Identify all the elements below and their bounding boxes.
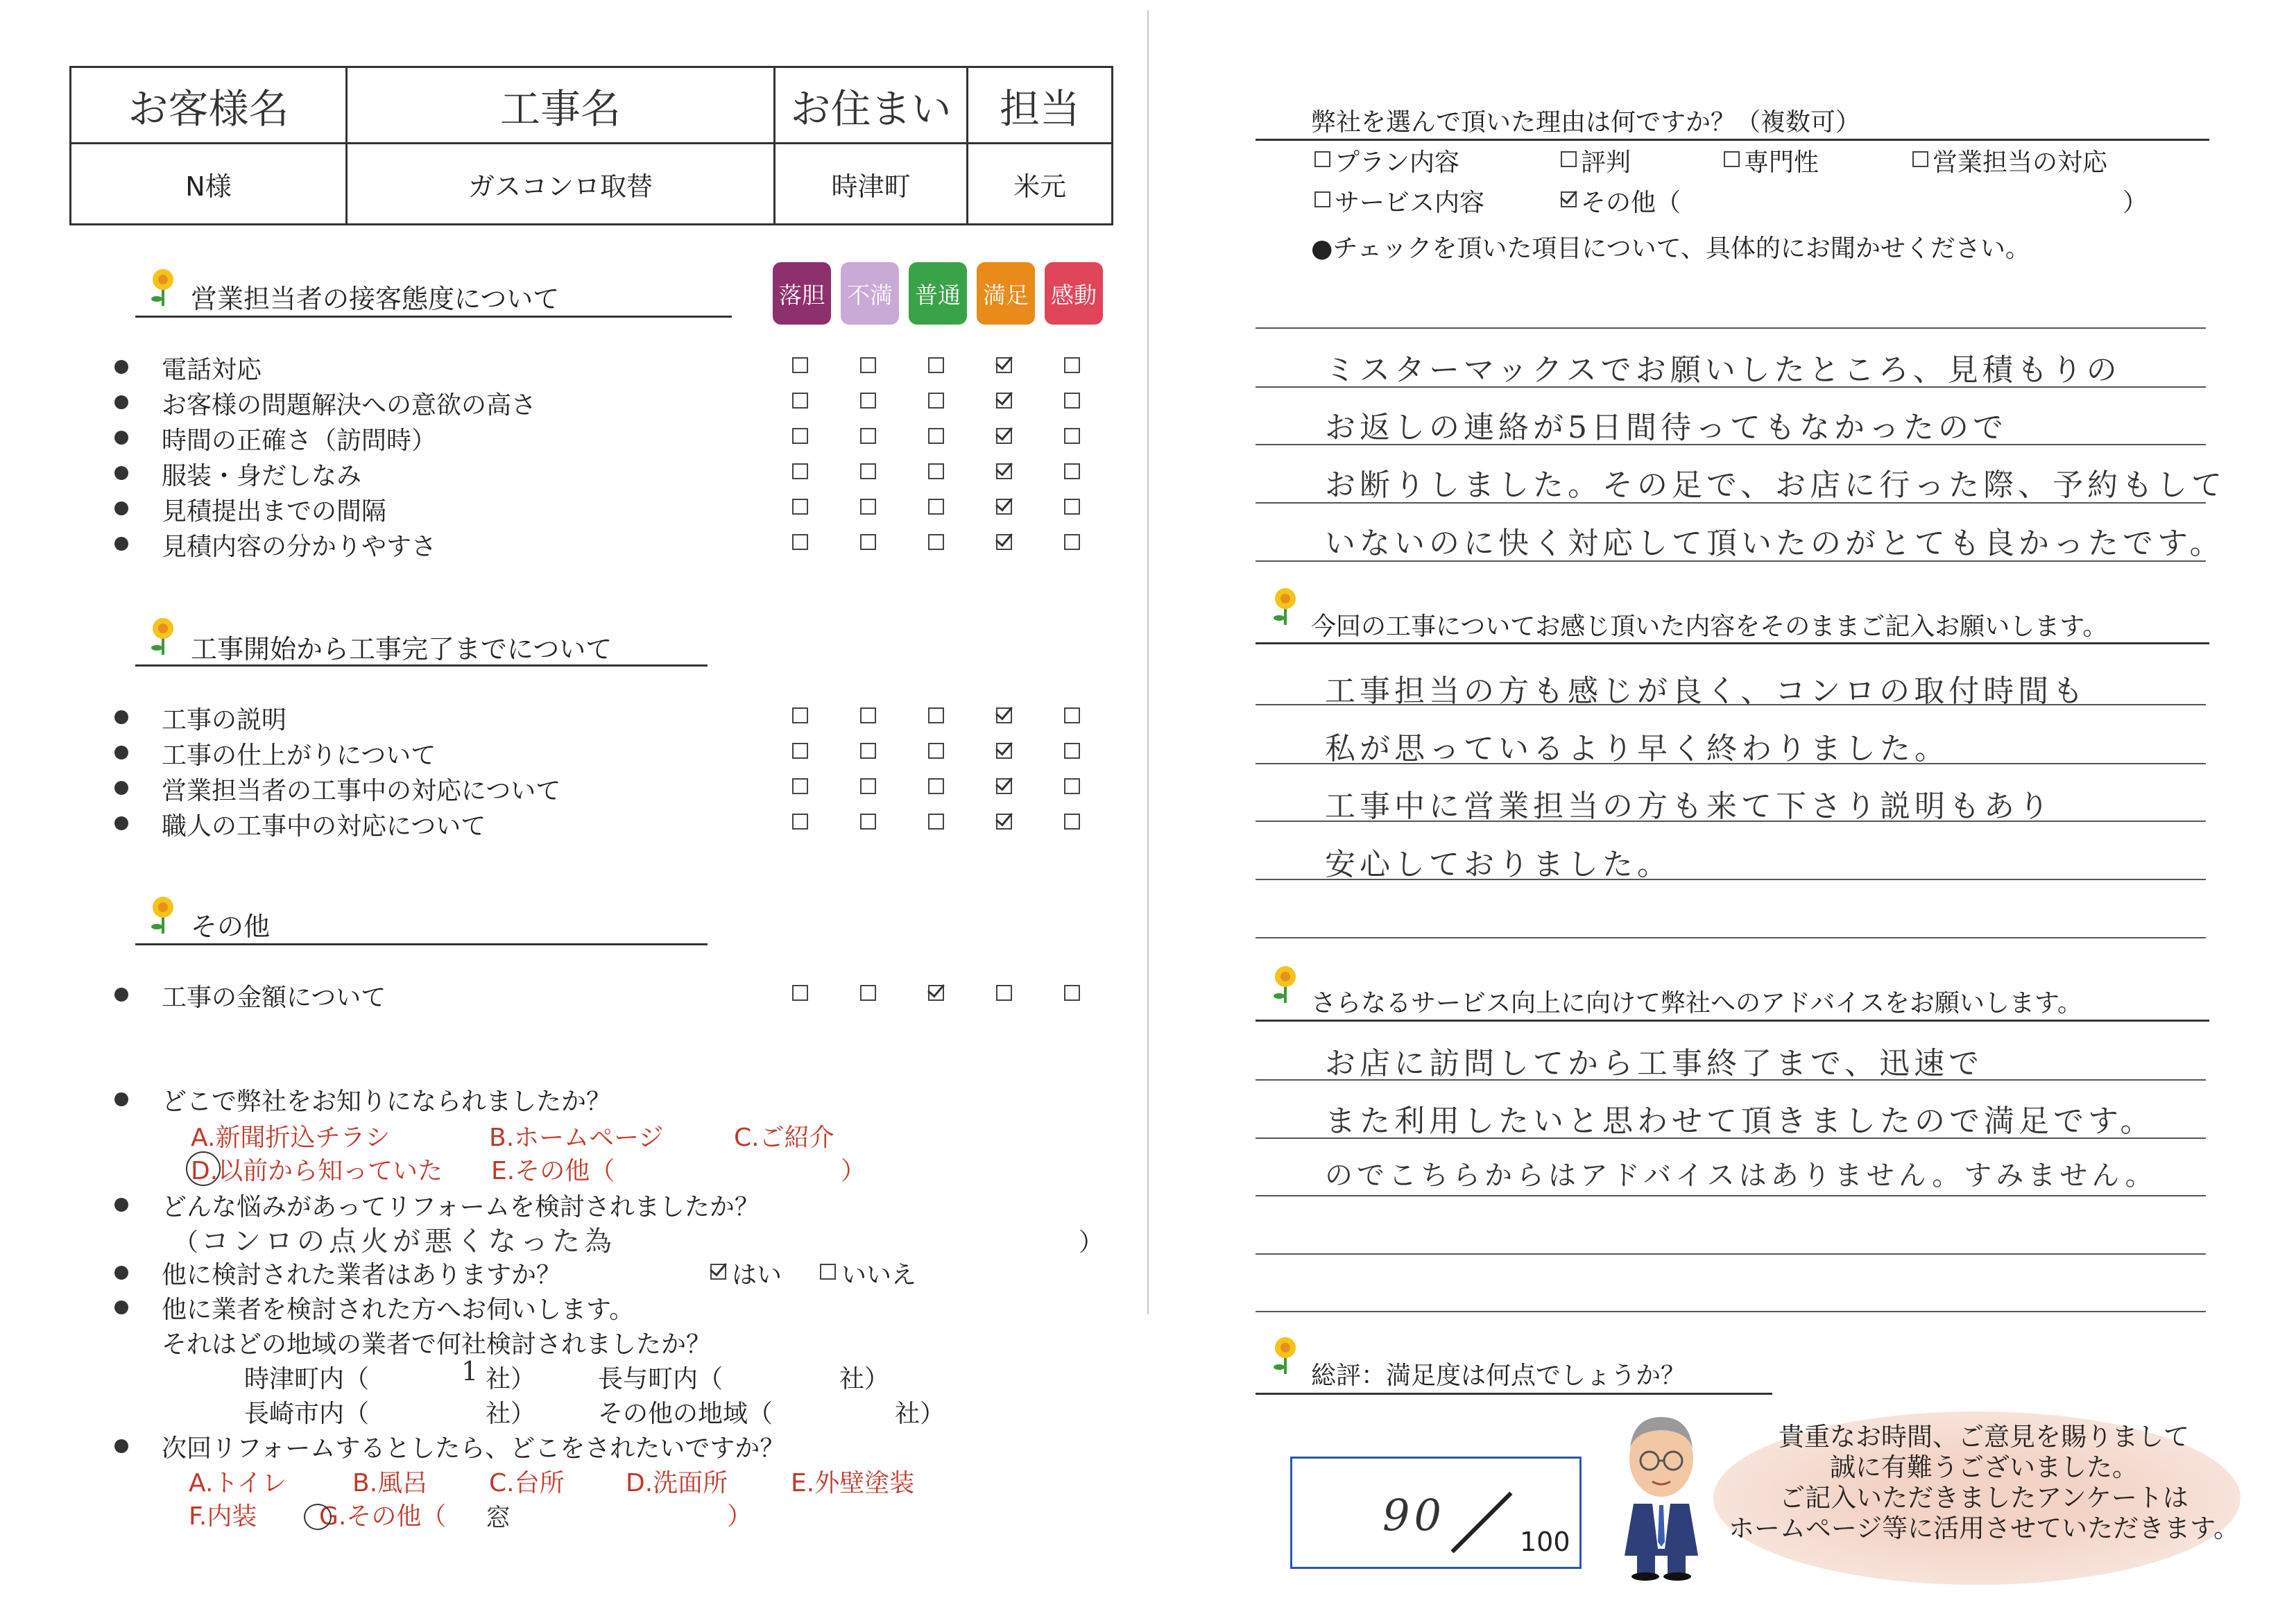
region-other: その他の地域（ [598,1400,773,1428]
region-tokitsu: 時津町内（ [244,1365,370,1393]
section1-rating-checkbox[interactable] [792,534,808,550]
flower-icon [1269,1335,1301,1377]
know-opt-d[interactable]: D.以前から知っていた [191,1157,443,1185]
rating-header-4: 満足 [977,262,1035,325]
flower-icon [147,267,179,309]
vendors-no-label: いいえ [841,1261,917,1289]
q-region-1: 他に業者を検討された方へお伺いします。 [162,1296,635,1324]
section2-rating-checkbox[interactable] [1064,814,1080,830]
section2-rating-checkbox[interactable] [792,778,808,794]
bullet [114,781,128,795]
flower-icon [1269,964,1301,1006]
section3-rating-checkbox[interactable] [996,985,1012,1001]
rule [1256,327,2206,329]
reason-answer-3: お断りしました。その足で、お店に行った際、予約もして [1325,467,2227,503]
reason-other-close: ） [2123,189,2148,217]
header-address-label: お住まい [790,85,952,132]
score-box [1290,1457,1582,1569]
region-tokitsu-count: 1 [461,1356,483,1386]
section1-rating-checkbox[interactable] [1064,357,1080,373]
reason-reputation-checkbox[interactable] [1561,151,1577,167]
reason-expertise: 専門性 [1744,148,1819,177]
section1-rating-checkbox[interactable] [860,357,876,373]
customer-name: N様 [185,171,232,202]
section2-rating-checkbox[interactable] [792,814,808,830]
reason-other: その他（ [1581,189,1681,217]
reason-sales-checkbox[interactable] [1912,151,1928,167]
section1-rating-checkbox[interactable] [792,393,808,409]
reason-answer-4: いないのに快く対応して頂いたのがとても良かったです。 [1325,526,2225,561]
know-opt-e-close: ） [841,1157,866,1185]
bullet [114,1439,128,1453]
next-opt-b[interactable]: B.風呂 [352,1469,428,1497]
circle-mark [186,1151,221,1186]
section1-item-label: お客様の問題解決への意欲の高さ [162,391,537,420]
section1-rating-checkbox[interactable] [928,357,944,373]
next-opt-g-answer: 窓 [486,1504,515,1532]
header-table [69,66,1113,225]
section2-rating-checkbox[interactable] [996,707,1012,723]
section2-item-label: 営業担当者の工事中の対応について [162,777,561,805]
know-opt-e[interactable]: E.その他（ [491,1157,615,1185]
section1-rating-checkbox[interactable] [1064,499,1080,515]
next-opt-f[interactable]: F.内装 [189,1502,257,1531]
section2-rating-checkbox[interactable] [792,707,808,723]
score-max: 100 [1520,1527,1570,1557]
next-opt-g-close: ） [727,1502,753,1531]
reason-answer-1: ミスターマックスでお願いしたところ、見積もりの [1325,352,2121,388]
rule [1256,1311,2206,1312]
section1-rating-checkbox[interactable] [996,534,1012,550]
next-opt-e[interactable]: E.外壁塗装 [791,1469,915,1497]
region-nagayo: 長与町内（ [598,1365,723,1393]
bullet [114,466,128,480]
bullet [114,746,128,759]
staff-illustration [1609,1400,1713,1581]
bullet [114,395,128,409]
section1-rating-checkbox[interactable] [1064,534,1080,550]
section1-rating-checkbox[interactable] [996,463,1012,479]
impression-title: 今回の工事についてお感じ頂いた内容をそのままご記入お願いします。 [1311,612,2108,641]
section1-rating-checkbox[interactable] [996,393,1012,409]
page-divider [1147,10,1149,1314]
next-opt-g[interactable]: G.その他（ [319,1502,447,1531]
bullet [114,360,128,374]
flower-icon [147,895,179,936]
section1-rating-checkbox[interactable] [860,428,876,444]
header-job-label: 工事名 [499,85,621,132]
thanks-line-4: ホームページ等に活用させていただきます。 [1728,1513,2240,1543]
reason-plan: プラン内容 [1335,148,1460,177]
section2-rating-checkbox[interactable] [928,707,944,723]
rating-header-2: 不満 [841,262,899,325]
total-title: 総評：満足度は何点でしょうか？ [1311,1362,1686,1390]
section3-rating-checkbox[interactable] [1064,985,1080,1001]
thanks-line-3: ご記入いただきましたアンケートは [1779,1483,2188,1513]
reason-underline [1256,139,2209,141]
next-opt-a[interactable]: A.トイレ [189,1469,287,1497]
section2-rating-checkbox[interactable] [860,743,876,759]
section2-rating-checkbox[interactable] [928,743,944,759]
section1-rating-checkbox[interactable] [996,357,1012,373]
section1-rating-checkbox[interactable] [792,428,808,444]
reason-answer-2: お返しの連絡が5日間待ってもなかったので [1325,410,2007,445]
section2-rating-checkbox[interactable] [928,814,944,830]
bullet [114,988,128,1002]
total-underline [1256,1393,1772,1395]
section2-rating-checkbox[interactable] [996,778,1012,794]
section2-rating-checkbox[interactable] [996,743,1012,759]
section3-rating-checkbox[interactable] [928,985,944,1001]
section1-rating-checkbox[interactable] [860,534,876,550]
reason-reputation: 評判 [1581,148,1631,177]
section2-rating-checkbox[interactable] [860,707,876,723]
worry-close: ） [1079,1228,1104,1257]
advice-title: さらなるサービス向上に向けて弊社へのアドバイスをお願いします。 [1311,989,2083,1017]
section1-rating-checkbox[interactable] [928,393,944,409]
bullet [114,710,128,724]
header-staff-label: 担当 [999,85,1080,132]
q-region-2: それはどの地域の業者で何社検討されましたか？ [162,1330,712,1359]
section1-title: 営業担当者の接客態度について [191,284,560,314]
advice-answer-3: のでこちらからはアドバイスはありません。すみません。 [1325,1160,2157,1192]
bullet [114,1300,128,1314]
bullet [114,1092,128,1106]
section3-item-label: 工事の金額について [162,984,386,1012]
advice-answer-1: お店に訪問してから工事終了まで、迅速で [1325,1046,1984,1081]
rule [1256,937,2206,938]
section1-rating-checkbox[interactable] [792,357,808,373]
impression-underline [1256,642,2209,644]
score-value: 90 [1382,1490,1446,1540]
section1-rating-checkbox[interactable] [1064,463,1080,479]
impression-answer-2: 私が思っているより早く終わりました。 [1325,731,1949,766]
address: 時津町 [831,171,911,202]
next-opt-d[interactable]: D.洗面所 [626,1469,728,1497]
know-opt-a[interactable]: A.新聞折込チラシ [191,1124,391,1152]
section1-rating-checkbox[interactable] [996,499,1012,515]
reason-plan-checkbox[interactable] [1314,151,1330,167]
region-nagasaki: 長崎市内（ [244,1400,370,1428]
bullet [114,1266,128,1280]
section1-rating-checkbox[interactable] [928,463,944,479]
section2-item-label: 職人の工事中の対応について [162,812,486,841]
section1-rating-checkbox[interactable] [860,499,876,515]
q-next: 次回リフォームするとしたら、どこをされたいですか？ [162,1434,785,1463]
section1-item-label: 服装・身だしなみ [162,462,362,490]
rule [1256,1253,2206,1255]
q-know: どこで弊社をお知りになられましたか？ [162,1088,612,1116]
advice-underline [1256,1020,2209,1022]
circle-mark [304,1504,332,1530]
reason-expertise-checkbox[interactable] [1724,151,1740,167]
bullet [114,1198,128,1212]
section1-item-label: 見積提出までの間隔 [162,497,387,526]
section3-underline [135,943,708,945]
q-other-vendors: 他に検討された業者はありますか？ [162,1261,562,1289]
section1-rating-checkbox[interactable] [928,428,944,444]
know-opt-b[interactable]: B.ホームページ [489,1124,664,1152]
region-tokitsu-unit: 社） [486,1365,536,1393]
region-nagayo-unit: 社） [839,1365,890,1393]
section2-item-label: 工事の仕上がりについて [162,741,436,770]
section2-rating-checkbox[interactable] [792,743,808,759]
section1-rating-checkbox[interactable] [928,534,944,550]
section2-title: 工事開始から工事完了までについて [191,634,612,664]
rule [1256,1195,2206,1196]
rating-header-5: 感動 [1045,262,1103,325]
section1-rating-checkbox[interactable] [996,428,1012,444]
section1-rating-checkbox[interactable] [1064,428,1080,444]
bullet [114,501,128,515]
header-customer-label: お客様名 [128,85,289,132]
reason-detail: ●チェックを頂いた項目について、具体的にお聞かせください。 [1311,234,2030,263]
section1-rating-checkbox[interactable] [860,393,876,409]
vendors-yes-label: はい [732,1261,782,1289]
rating-header-1: 落胆 [773,262,831,325]
bullet [114,537,128,551]
reason-title: 弊社を選んで頂いた理由は何ですか？（複数可） [1311,108,1861,137]
section3-rating-checkbox[interactable] [792,985,808,1001]
section1-item-label: 時間の正確さ（訪問時） [162,427,437,455]
reason-sales: 営業担当の対応 [1933,148,2108,177]
section2-underline [135,664,708,667]
job-name: ガスコンロ取替 [468,171,653,202]
section1-rating-checkbox[interactable] [792,463,808,479]
reason-other-checkbox[interactable] [1561,191,1577,207]
section3-rating-checkbox[interactable] [860,985,876,1001]
section2-item-label: 工事の説明 [162,706,287,735]
rating-header-3: 普通 [909,262,967,325]
section2-rating-checkbox[interactable] [928,778,944,794]
region-other-unit: 社） [895,1400,945,1428]
region-nagasaki-unit: 社） [486,1400,536,1428]
reason-service: サービス内容 [1335,189,1485,217]
thanks-line-2: 誠に有難うございました。 [1830,1452,2138,1482]
section1-underline [135,316,732,318]
section2-rating-checkbox[interactable] [996,814,1012,830]
bullet [114,816,128,830]
section2-rating-checkbox[interactable] [1064,707,1080,723]
flower-icon [1269,586,1301,628]
reason-service-checkbox[interactable] [1314,191,1330,207]
section1-item-label: 見積内容の分かりやすさ [162,533,437,561]
vendors-yes-checkbox[interactable] [710,1264,726,1280]
impression-answer-1: 工事担当の方も感じが良く、コンロの取付時間も [1325,673,2088,709]
section2-rating-checkbox[interactable] [1064,778,1080,794]
vendors-no-checkbox[interactable] [820,1264,836,1280]
staff-name: 米元 [1013,171,1066,202]
section1-item-label: 電話対応 [162,356,262,384]
section1-rating-checkbox[interactable] [792,499,808,515]
section2-rating-checkbox[interactable] [1064,743,1080,759]
worry-open: （ [173,1228,199,1257]
impression-answer-3: 工事中に営業担当の方も来て下さり説明もあり [1325,789,2053,824]
section3-title: その他 [191,911,271,942]
section1-rating-checkbox[interactable] [860,463,876,479]
q-worry: どんな悩みがあってリフォームを検討されましたか？ [162,1193,760,1221]
bullet [114,431,128,445]
advice-answer-2: また利用したいと思わせて頂きましたので満足です。 [1325,1104,2155,1139]
section1-rating-checkbox[interactable] [928,499,944,515]
score-slash [1450,1491,1512,1553]
know-opt-c[interactable]: C.ご紹介 [734,1124,834,1152]
impression-answer-4: 安心しておりました。 [1325,847,1672,882]
next-opt-c[interactable]: C.台所 [489,1469,565,1497]
worry-answer: コンロの点火が悪くなった為 [201,1226,616,1257]
section1-rating-checkbox[interactable] [1064,393,1080,409]
thanks-text [1706,1422,2261,1544]
flower-icon [147,616,179,658]
section2-rating-checkbox[interactable] [860,778,876,794]
thanks-line-1: 貴重なお時間、ご意見を賜りまして [1779,1422,2189,1452]
section2-rating-checkbox[interactable] [860,814,876,830]
